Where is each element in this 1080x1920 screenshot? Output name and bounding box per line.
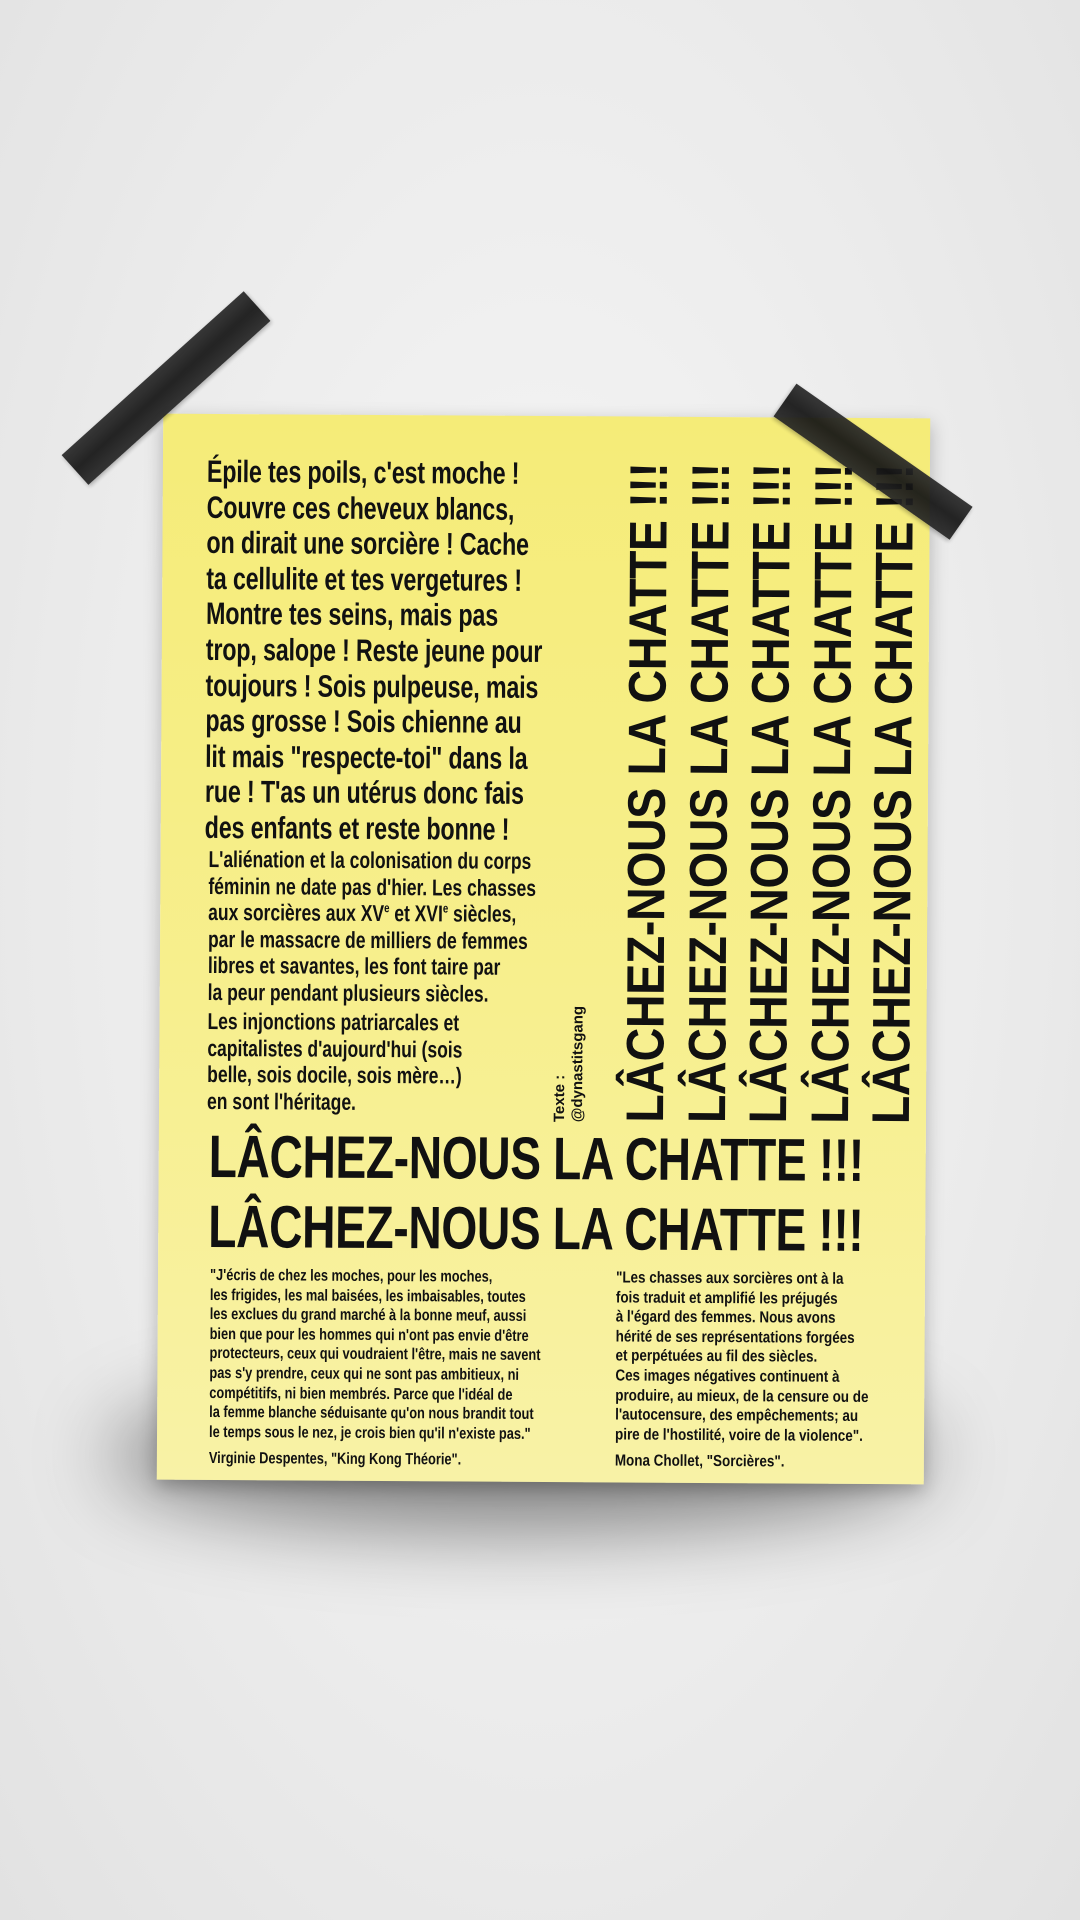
vertical-slogan: LÂCHEZ-NOUS LA CHATTE !!!	[677, 462, 741, 1124]
intro-line: Montre tes seins, mais pas	[205, 596, 499, 634]
intro-line: on dirait une sorcière ! Cache	[206, 525, 529, 563]
quote-line: hérité de ses représentations forgées	[615, 1328, 855, 1347]
intro-text	[205, 454, 544, 848]
vertical-slogans	[615, 462, 927, 1124]
vertical-slogan: LÂCHEZ-NOUS LA CHATTE !!!	[800, 463, 864, 1124]
intro-line: trop, salope ! Reste jeune pour	[205, 631, 543, 669]
text-line: L'aliénation et la colonisation du corps	[208, 845, 532, 874]
history-paragraph	[208, 846, 537, 1007]
quote-line: à l'égard des femmes. Nous avons	[615, 1308, 836, 1327]
intro-line: toujours ! Sois pulpeuse, mais	[205, 667, 539, 705]
quote-chollet	[615, 1268, 869, 1472]
quote-line: et perpétuées au fil des siècles.	[615, 1347, 818, 1367]
quote-line: l'autocensure, des empêchements; au	[615, 1406, 859, 1426]
text-span: siècles,	[448, 900, 517, 927]
text-line: la peur pendant plusieurs siècles.	[207, 978, 489, 1007]
text-line: par le massacre de milliers de femmes	[207, 925, 528, 954]
quote-line: les exclues du grand marché à la bonne meuf, aussi	[209, 1306, 527, 1326]
quote-line: les frigides, les mal baisées, les imbaisables, toutes	[209, 1286, 526, 1306]
text-line: Les injonctions patriarcales et	[207, 1007, 460, 1036]
quote-line: le temps sous le nez, je crois bien qu'il n'existe pas."	[208, 1423, 531, 1443]
headline-slogan: LÂCHEZ-NOUS LA CHATTE !!!	[208, 1192, 864, 1264]
quote-despentes	[209, 1266, 541, 1471]
quote-line: bien que pour les hommes qui n'ont pas envie d'être	[209, 1325, 529, 1345]
intro-line: ta cellulite et tes vergetures !	[206, 560, 523, 598]
quote-line: "Les chasses aux sorcières ont à la	[615, 1269, 844, 1288]
quote-line: pire de l'hostilité, voire de la violence".	[614, 1426, 863, 1445]
intro-line: rue ! T'as un utérus donc fais	[204, 774, 524, 812]
headline-slogan: LÂCHEZ-NOUS LA CHATTE !!!	[208, 1122, 864, 1194]
quote-source: Virginie Despentes, "King Kong Théorie".	[208, 1450, 462, 1469]
text-line: capitalistes d'aujourd'hui (sois	[207, 1034, 463, 1063]
text-span: et XVI	[389, 900, 443, 927]
quote-line: Ces images négatives continuent à	[615, 1367, 840, 1386]
quote-line: la femme blanche séduisante qu'on nous brandit tout	[209, 1404, 534, 1424]
vertical-slogan: LÂCHEZ-NOUS LA CHATTE !!!	[861, 463, 925, 1125]
intro-line: des enfants et reste bonne !	[204, 809, 510, 847]
text-span: aux sorcières aux XV	[208, 898, 385, 927]
quote-line: compétitifs, ni bien membrés. Parce que l'idéal de	[209, 1384, 513, 1404]
injunctions-paragraph	[207, 1008, 463, 1116]
text-line	[208, 899, 536, 928]
quote-line: fois traduit et amplifié les préjugés	[615, 1289, 838, 1308]
quote-line: protecteurs, ceux qui voudraient l'être, mais ne savent	[209, 1345, 541, 1365]
quote-line: pas s'y prendre, ceux qui ne sont pas ambitieux, ni	[209, 1364, 520, 1384]
text-credit	[551, 1006, 588, 1123]
vertical-slogan: LÂCHEZ-NOUS LA CHATTE !!!	[738, 463, 802, 1124]
credit-handle: @dynastitsgang	[568, 1005, 587, 1123]
quote-line: produire, au mieux, de la censure ou de	[615, 1387, 869, 1406]
vertical-slogan: LÂCHEZ-NOUS LA CHATTE !!!	[615, 462, 679, 1123]
text-line: féminin ne date pas d'hier. Les chasses	[208, 872, 537, 901]
text-line: belle, sois docile, sois mère…)	[207, 1060, 462, 1089]
quote-source: Mona Chollet, "Sorcières".	[614, 1452, 785, 1471]
text-line: en sont l'héritage.	[206, 1087, 357, 1115]
text-line: libres et savantes, les font taire par	[207, 951, 501, 980]
superscript: e	[384, 901, 390, 916]
intro-line: pas grosse ! Sois chienne au	[205, 703, 522, 741]
headline-slogans	[208, 1122, 864, 1266]
credit-label: Texte :	[550, 1074, 569, 1123]
superscript: e	[442, 901, 449, 916]
intro-line: lit mais "respecte-toi" dans la	[205, 738, 528, 776]
poster	[157, 414, 930, 1485]
quote-line: "J'écris de chez les moches, pour les moches,	[209, 1266, 493, 1286]
intro-line: Couvre ces cheveux blancs,	[206, 489, 515, 527]
intro-line: Épile tes poils, c'est moche !	[206, 453, 520, 491]
